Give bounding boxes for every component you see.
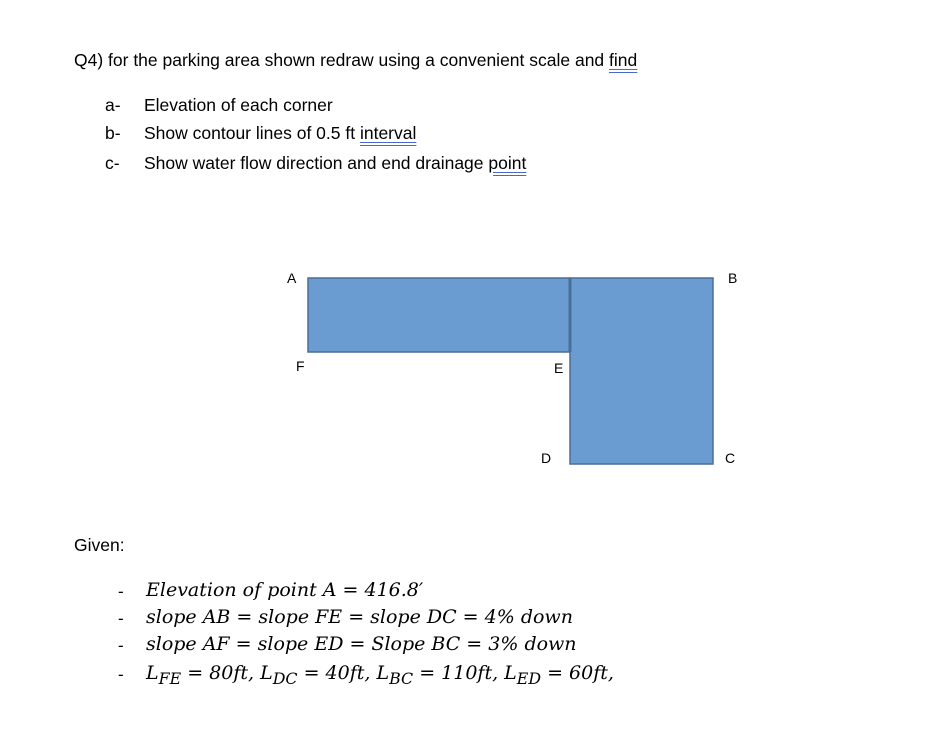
corner-label-b: B xyxy=(728,270,738,286)
task-item-c xyxy=(144,153,526,174)
corner-label-d: D xyxy=(541,450,552,466)
corner-label-a: A xyxy=(287,270,297,286)
given-bullet-3: - xyxy=(118,636,124,655)
task-item-a xyxy=(144,95,333,116)
question-underlined-word: find xyxy=(609,50,638,70)
length-bc-value: = 110ft, xyxy=(413,662,505,684)
length-ed-sub: ED xyxy=(516,668,542,688)
task-marker-c: c- xyxy=(105,153,120,173)
given-slope-4pct: slope AB = slope FE = slope DC = 4% down xyxy=(146,606,573,628)
length-dc-sym: L xyxy=(260,662,273,684)
corner-label-c: C xyxy=(725,450,736,466)
length-bc-sub: BC xyxy=(389,668,414,688)
task-text-a: Elevation of each corner xyxy=(144,95,333,115)
length-dc-sub: DC xyxy=(272,668,298,688)
given-bullet-1: - xyxy=(118,582,124,601)
task-underlined-b: interval xyxy=(359,123,417,143)
task-underlined-c: point xyxy=(488,153,527,173)
task-text-b: Show contour lines of 0.5 ft xyxy=(144,123,360,143)
length-ed-value: = 60ft, xyxy=(541,662,614,684)
length-fe-value: = 80ft, xyxy=(181,662,261,684)
length-fe-sym: L xyxy=(146,662,159,684)
task-item-b xyxy=(144,123,416,144)
task-marker-a: a- xyxy=(105,95,121,115)
given-lengths xyxy=(146,662,614,688)
parking-section-bcde xyxy=(570,278,713,464)
length-dc-value: = 40ft, xyxy=(297,662,377,684)
given-slope-3pct: slope AF = slope ED = Slope BC = 3% down xyxy=(146,633,577,655)
length-fe-sub: FE xyxy=(158,668,182,688)
question-heading xyxy=(74,50,637,71)
given-bullet-2: - xyxy=(118,609,124,628)
given-elevation-a: Elevation of point A = 416.8′ xyxy=(146,579,424,601)
corner-label-f: F xyxy=(296,358,305,374)
given-label: Given: xyxy=(74,535,125,555)
task-marker-b: b- xyxy=(105,123,121,143)
length-ed-sym: L xyxy=(504,662,517,684)
question-text: Q4) for the parking area shown redraw using a convenient scale and xyxy=(74,50,610,70)
corner-label-e: E xyxy=(554,360,564,376)
length-bc-sym: L xyxy=(376,662,390,684)
task-text-c: Show water flow direction and end drainage xyxy=(144,153,489,173)
parking-section-afe xyxy=(308,278,570,352)
given-bullet-4: - xyxy=(118,665,124,684)
